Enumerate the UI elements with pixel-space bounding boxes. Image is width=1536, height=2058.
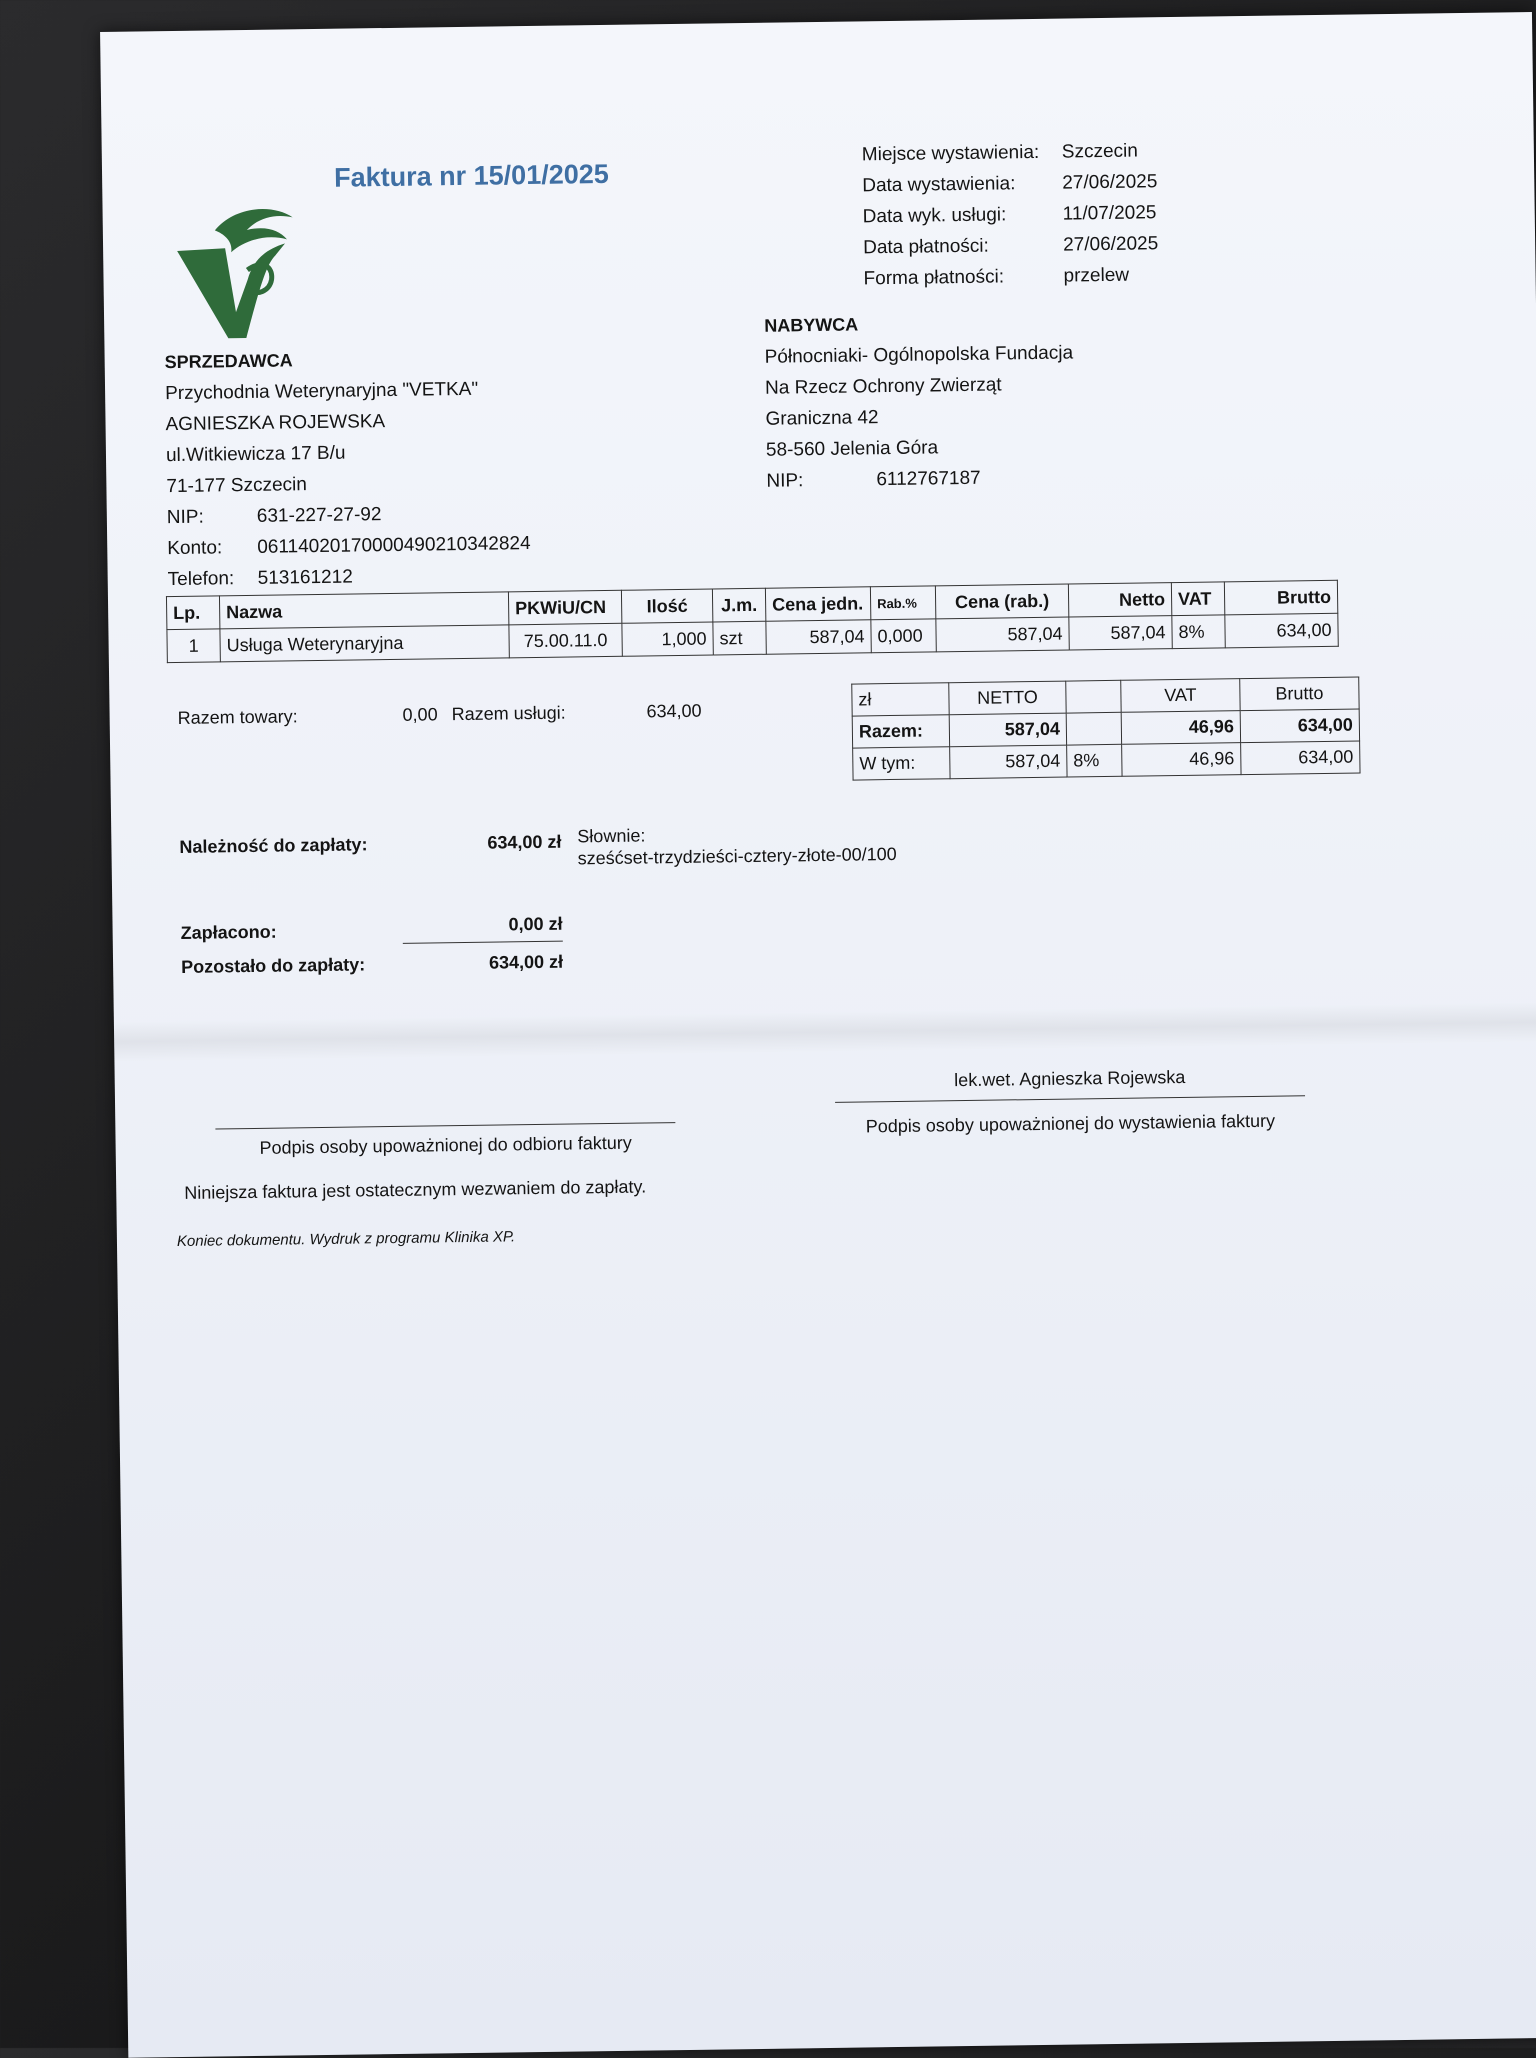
meta-label: Data wystawienia: (862, 173, 1016, 197)
invoice-paper (100, 12, 1536, 2058)
col-header: Netto (1068, 583, 1171, 617)
summary-col-header (1066, 680, 1121, 713)
cell-brutto: 634,00 (1225, 613, 1338, 648)
paper-fold (114, 1002, 1536, 1062)
seller-header: SPRZEDAWCA (164, 350, 293, 373)
meta-value: przelew (1063, 264, 1130, 287)
seller-nip-label: NIP: (166, 506, 204, 529)
paid-label-text: Zapłacono: (180, 921, 277, 943)
vat-summary-table (851, 676, 1360, 780)
summary-col-header: NETTO (949, 681, 1066, 715)
meta-label: Data wyk. usługi: (862, 204, 1007, 228)
buyer-nip (766, 461, 1075, 496)
cell-discount: 0,000 (871, 619, 936, 653)
cell-pkwiu: 75.00.11.0 (509, 623, 622, 658)
paid-value-text: 0,00 zł (508, 913, 563, 935)
seller-nip (167, 497, 531, 533)
remaining-label-text: Pozostało do zapłaty: (180, 954, 366, 977)
remaining-value (453, 952, 563, 975)
meta-label: Forma płatności: (863, 266, 1005, 290)
due-value-text: 634,00 zł (487, 831, 562, 853)
towary-value: 0,00 (402, 704, 438, 725)
invoice-title: Faktura nr 15/01/2025 (333, 158, 609, 193)
col-header: Cena (rab.) (935, 584, 1068, 619)
seller-nip-value: 631-227-27-92 (256, 504, 382, 527)
seller-telefon-value: 513161212 (257, 566, 353, 589)
meta-label: Data płatności: (863, 235, 989, 259)
col-header: Rab.% (870, 586, 935, 620)
summary-netto: 587,04 (949, 713, 1066, 747)
words-value: sześćset-trzydzieści-cztery-złote-00/100 (577, 843, 897, 869)
col-header: PKWiU/CN (508, 590, 621, 625)
seller-block (164, 342, 531, 595)
paid-label (181, 922, 277, 944)
buyer-nip-value: 6112767187 (876, 467, 981, 491)
issuer-signature-caption: Podpis osoby upoważnionej do wystawienia faktury (865, 1110, 1276, 1137)
cell-unit-price: 587,04 (766, 620, 871, 654)
summary-rate (1066, 712, 1121, 745)
invoice-meta (862, 135, 1159, 294)
summary-vat: 46,96 (1122, 743, 1241, 777)
towary-label: Razem towary: (177, 706, 298, 728)
cell-name: Usługa Weterynaryjna (220, 625, 509, 662)
meta-value: 11/07/2025 (1062, 202, 1157, 225)
issuer-name: lek.wet. Agnieszka Rojewska (954, 1066, 1186, 1091)
clinic-logo (174, 199, 306, 341)
buyer-header: NABYWCA (764, 314, 859, 336)
summary-rate: 8% (1067, 744, 1122, 777)
buyer-line: 58-560 Jelenia Góra (765, 437, 939, 461)
remaining-label (181, 954, 365, 978)
uslugi-label: Razem usługi: (451, 702, 566, 725)
buyer-nip-label: NIP: (766, 470, 804, 492)
col-header: Brutto (1224, 580, 1337, 615)
seller-telefon (168, 559, 532, 595)
seller-line: Przychodnia Weterynaryjna "VETKA" (164, 378, 479, 405)
cell-discounted-price: 587,04 (936, 617, 1069, 652)
remaining-value-text: 634,00 zł (488, 951, 564, 973)
summary-col-header: zł (852, 683, 949, 716)
cell-vat: 8% (1172, 615, 1225, 649)
buyer-block (764, 306, 1075, 496)
summary-vat: 46,96 (1121, 711, 1240, 745)
col-header: Lp. (166, 596, 219, 630)
meta-row (863, 228, 1158, 263)
meta-label: Miejsce wystawienia: (861, 141, 1040, 166)
seller-konto (167, 528, 531, 564)
words-label: Słownie: (577, 825, 646, 847)
seller-konto-label: Konto: (167, 537, 223, 560)
meta-value: 27/06/2025 (1062, 171, 1158, 194)
col-header: Cena jedn. (765, 587, 870, 621)
col-header: VAT (1171, 582, 1224, 616)
col-header: J.m. (712, 588, 765, 622)
seller-line: AGNIESZKA ROJEWSKA (165, 411, 386, 436)
summary-row-label: Razem: (852, 715, 949, 748)
cell-qty: 1,000 (622, 622, 713, 656)
meta-row (862, 166, 1157, 201)
summary-brutto: 634,00 (1240, 709, 1359, 743)
issuer-signature-line (835, 1095, 1305, 1103)
summary-row-label: W tym: (853, 747, 950, 780)
col-header: Ilość (621, 589, 712, 623)
amount-in-words (577, 821, 897, 869)
paid-value (402, 914, 562, 944)
meta-row (863, 197, 1158, 232)
meta-row (863, 259, 1158, 294)
uslugi-value: 634,00 (646, 700, 702, 722)
buyer-line: Graniczna 42 (765, 407, 879, 430)
due-label-text: Należność do zapłaty: (179, 834, 368, 857)
recipient-signature-caption: Podpis osoby upoważnionej do odbioru faktury (259, 1132, 632, 1158)
meta-row (862, 135, 1157, 170)
document-end-note: Koniec dokumentu. Wydruk z programu Klinika XP. (176, 1228, 516, 1251)
meta-value: Szczecin (1061, 140, 1139, 163)
cell-lp: 1 (167, 629, 220, 663)
col-header: Nazwa (219, 592, 508, 629)
summary-col-header: Brutto (1240, 677, 1359, 711)
final-notice: Niniejsza faktura jest ostatecznym wezwaniem do zapłaty. (184, 1176, 647, 1203)
totals-line (178, 701, 702, 729)
recipient-signature-line (215, 1122, 675, 1129)
seller-line: 71-177 Szczecin (166, 474, 308, 498)
summary-wtym-row (853, 741, 1360, 780)
buyer-line: Północniaki- Ogólnopolska Fundacja (764, 342, 1074, 368)
seller-konto-value: 06114020170000490210342824 (257, 533, 531, 558)
due-value (451, 832, 561, 855)
buyer-line: Na Rzecz Ochrony Zwierząt (764, 374, 1002, 399)
seller-line: ul.Witkiewicza 17 B/u (165, 442, 346, 467)
summary-col-header: VAT (1121, 679, 1240, 713)
summary-netto: 587,04 (950, 745, 1067, 779)
cell-netto: 587,04 (1069, 616, 1172, 650)
due-label (179, 833, 439, 858)
summary-brutto: 634,00 (1241, 741, 1360, 775)
cell-unit: szt (713, 621, 766, 655)
meta-value: 27/06/2025 (1062, 233, 1159, 256)
seller-telefon-label: Telefon: (167, 568, 235, 591)
